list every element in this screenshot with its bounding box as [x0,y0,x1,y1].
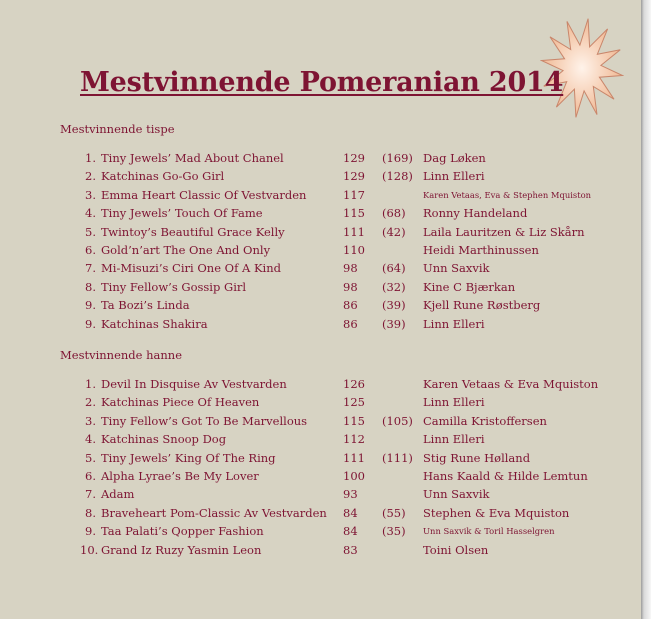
owner-name: Unn Saxvik [423,261,490,276]
owner-name: Camilla Kristoffersen [423,413,547,428]
dog-name: Taa Palati’s Qopper Fashion [101,524,264,539]
points-value: 93 [343,487,358,502]
owner-name: Karen Vetaas & Eva Mquiston [423,377,599,391]
points-value: 86 [343,298,358,313]
owner-name: Ronny Handeland [423,206,528,221]
list-item [60,412,640,430]
list-item [60,167,640,185]
rank-number: 1. [85,151,96,165]
points-value: 84 [343,524,358,539]
dog-name: Braveheart Pom-Classic Av Vestvarden [101,505,327,520]
points-extra: (169) [382,151,413,165]
dog-name: Ta Bozi’s Linda [101,298,190,313]
points-value: 115 [343,413,365,428]
points-value: 98 [343,279,358,294]
rank-number: 4. [85,432,96,447]
list-item [60,504,640,522]
section-tispe [60,122,640,331]
rank-number: 7. [85,261,96,276]
rank-number: 10. [80,542,99,557]
list-item [60,278,640,296]
rank-number: 5. [85,450,96,465]
ranking-list-tispe [60,149,640,333]
owner-name: Hans Kaald & Hilde Lemtun [423,468,588,483]
owner-name: Linn Elleri [423,316,485,331]
dog-name: Alpha Lyrae’s Be My Lover [101,468,259,483]
points-extra: (32) [382,279,406,294]
rank-number: 4. [85,206,96,221]
points-value: 110 [343,242,365,257]
points-value: 126 [343,377,365,391]
list-item [60,186,640,204]
section-hanne [60,348,640,557]
ranking-list-hanne [60,375,640,559]
rank-number: 8. [85,279,96,294]
rank-number: 6. [85,468,96,483]
dog-name: Emma Heart Classic Of Vestvarden [101,187,307,202]
points-extra: (39) [382,316,406,331]
list-item [60,223,640,241]
rank-number: 9. [85,524,96,539]
points-extra: (105) [382,413,413,428]
points-value: 117 [343,187,365,202]
points-value: 115 [343,206,365,221]
owner-name: Unn Saxvik [423,487,490,502]
rank-number: 2. [85,395,96,410]
dog-name: Devil In Disquise Av Vestvarden [101,377,287,391]
rank-number: 1. [85,377,96,391]
dog-name: Katchinas Snoop Dog [101,432,227,447]
page-edge-shadow [641,0,651,619]
list-item [60,430,640,448]
dog-name: Tiny Fellow’s Got To Be Marvellous [101,413,308,428]
dog-name: Gold’n’art The One And Only [101,242,271,257]
rank-number: 9. [85,316,96,331]
list-item [60,241,640,259]
list-item [60,449,640,467]
points-value: 98 [343,261,358,276]
rank-number: 5. [85,224,96,239]
dog-name: Katchinas Go-Go Girl [101,169,225,184]
points-extra: (42) [382,224,406,239]
dog-name: Twintoy’s Beautiful Grace Kelly [101,224,285,239]
owner-name: Karen Vetaas, Eva & Stephen Mquiston [423,189,592,200]
owner-name: Heidi Marthinussen [423,242,539,257]
dog-name: Tiny Jewels’ Touch Of Fame [101,206,263,221]
page-title: Mestvinnende Pomeranian 2014 [80,67,564,98]
owner-name: Toini Olsen [423,542,489,557]
points-value: 100 [343,468,365,483]
points-value: 129 [343,169,365,184]
owner-name: Linn Elleri [423,432,485,447]
dog-name: Grand Iz Ruzy Yasmin Leon [101,542,262,557]
points-value: 125 [343,395,365,410]
points-extra: (64) [382,261,406,276]
rank-number: 6. [85,242,96,257]
rank-number: 3. [85,413,96,428]
list-item [60,259,640,277]
rank-number: 7. [85,487,96,502]
owner-name: Kine C Bjærkan [423,279,516,294]
list-item [60,467,640,485]
list-item [60,393,640,411]
dog-name: Tiny Jewels’ Mad About Chanel [101,151,284,165]
points-value: 111 [343,224,365,239]
owner-name: Linn Elleri [423,169,485,184]
points-value: 86 [343,316,358,331]
list-item [60,375,640,393]
points-extra: (128) [382,169,413,184]
owner-name: Unn Saxvik & Toril Hasselgren [423,526,555,537]
list-item [60,296,640,314]
rank-number: 9. [85,298,96,313]
list-item [60,541,640,559]
dog-name: Katchinas Shakira [101,316,208,331]
section-title-hanne: Mestvinnende hanne [60,348,183,362]
owner-name: Kjell Rune Røstberg [423,298,541,313]
dog-name: Tiny Fellow’s Gossip Girl [101,279,247,294]
points-extra: (68) [382,206,406,221]
owner-name: Linn Elleri [423,395,485,410]
dog-name: Tiny Jewels’ King Of The Ring [101,450,276,465]
rank-number: 3. [85,187,96,202]
owner-name: Dag Løken [423,151,486,165]
points-extra: (111) [382,450,413,465]
list-item [60,149,640,167]
points-value: 84 [343,505,358,520]
owner-name: Laila Lauritzen & Liz Skårn [423,224,585,239]
dog-name: Adam [101,487,135,502]
points-extra: (35) [382,524,406,539]
list-item [60,485,640,503]
rank-number: 8. [85,505,96,520]
points-value: 111 [343,450,365,465]
dog-name: Mi-Misuzi’s Ciri One Of A Kind [101,261,281,276]
points-value: 83 [343,542,358,557]
points-extra: (39) [382,298,406,313]
owner-name: Stephen & Eva Mquiston [423,505,570,520]
list-item [60,315,640,333]
points-value: 129 [343,151,365,165]
points-value: 112 [343,432,365,447]
owner-name: Stig Rune Hølland [423,450,531,465]
list-item [60,204,640,222]
dog-name: Katchinas Piece Of Heaven [101,395,260,410]
points-extra: (55) [382,505,406,520]
section-title-tispe: Mestvinnende tispe [60,122,175,136]
rank-number: 2. [85,169,96,184]
list-item [60,522,640,540]
